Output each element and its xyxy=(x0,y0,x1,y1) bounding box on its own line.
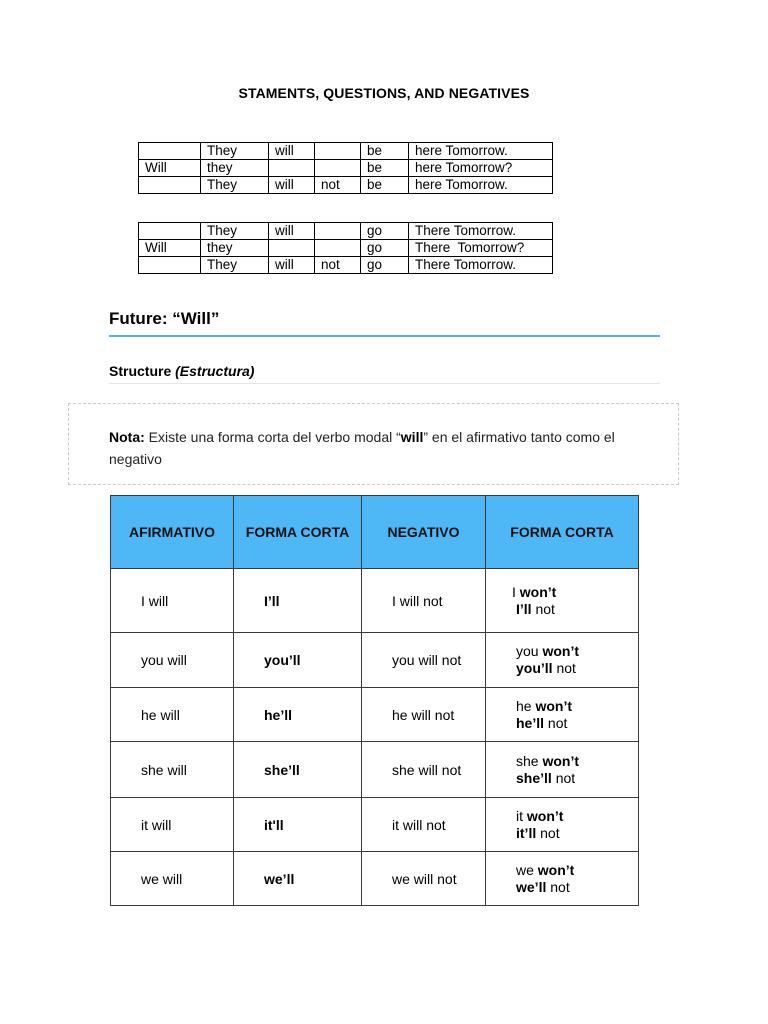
table-cell: not xyxy=(315,177,361,194)
table-cell: here Tomorrow. xyxy=(409,177,553,194)
header-forma-corta-negativo: FORMA CORTA xyxy=(486,496,639,569)
table-cell: go xyxy=(361,257,409,274)
table-row xyxy=(139,257,553,274)
negative-short-cell xyxy=(486,742,639,798)
short-form-cell: she’ll xyxy=(234,742,362,798)
table-cell: go xyxy=(361,240,409,257)
table-cell: here Tomorrow. xyxy=(409,143,553,160)
table-cell: be xyxy=(361,143,409,160)
not-word: not xyxy=(555,769,576,786)
negative-short-cell xyxy=(486,633,639,688)
table-cell xyxy=(315,223,361,240)
short-form-cell: it'll xyxy=(234,798,362,852)
note-text-after: ” en el afirmativo tanto como el negativo xyxy=(109,429,615,467)
short-form-cell: I’ll xyxy=(234,569,362,633)
table-row xyxy=(139,240,553,257)
not-word: not xyxy=(550,878,570,895)
table-cell: be xyxy=(361,160,409,177)
wont: won’t xyxy=(526,807,564,824)
table-row xyxy=(111,798,639,852)
wont: won’t xyxy=(519,583,557,600)
table-cell xyxy=(315,240,361,257)
note-text xyxy=(109,426,664,470)
structure-label: Structure xyxy=(109,363,176,379)
table-cell: will xyxy=(269,223,315,240)
negative-short-cell xyxy=(486,569,639,633)
table-cell xyxy=(315,143,361,160)
table-cell xyxy=(139,177,201,194)
header-forma-corta: FORMA CORTA xyxy=(234,496,362,569)
wont: won’t xyxy=(542,643,580,659)
will-forms-table xyxy=(110,495,639,906)
short-form-cell: he’ll xyxy=(234,688,362,742)
pronoun: you xyxy=(516,643,539,659)
table-row xyxy=(111,852,639,906)
table-cell xyxy=(269,240,315,257)
table-cell xyxy=(315,160,361,177)
table-cell: they xyxy=(201,240,269,257)
affirmative-cell: he will xyxy=(111,688,234,742)
note-text-before: Existe una forma corta del verbo modal “ xyxy=(144,429,401,445)
table-cell: go xyxy=(361,223,409,240)
table-cell xyxy=(139,143,201,160)
contraction: you’ll xyxy=(516,660,553,676)
not-word: not xyxy=(556,660,576,676)
affirmative-cell: I will xyxy=(111,569,234,633)
table-cell: will xyxy=(269,143,315,160)
note-label: Nota: xyxy=(109,429,145,445)
table-cell: will xyxy=(269,257,315,274)
table-row xyxy=(139,177,553,194)
table-row xyxy=(139,143,553,160)
table-header-row xyxy=(111,496,639,569)
page-title: STAMENTS, QUESTIONS, AND NEGATIVES xyxy=(238,85,530,101)
section-heading: Future: “Will” xyxy=(109,309,220,328)
table-cell: They xyxy=(201,143,269,160)
table-row xyxy=(111,742,639,798)
table-cell xyxy=(269,160,315,177)
contraction: it’ll xyxy=(516,824,537,841)
table-cell xyxy=(139,223,201,240)
affirmative-cell: you will xyxy=(111,633,234,688)
wont: won’t xyxy=(542,752,580,769)
table-cell: There Tomorrow. xyxy=(409,223,553,240)
negative-cell: he will not xyxy=(362,688,486,742)
table-cell: Will xyxy=(139,240,201,257)
negative-cell: it will not xyxy=(362,798,486,852)
short-form-cell: you’ll xyxy=(234,633,362,688)
note-keyword: will xyxy=(400,429,424,445)
short-form-cell: we’ll xyxy=(234,852,362,906)
pronoun: she xyxy=(516,752,539,769)
pronoun: it xyxy=(516,807,523,824)
negative-short-cell xyxy=(486,688,639,742)
not-word: not xyxy=(535,600,555,617)
header-afirmativo: AFIRMATIVO xyxy=(111,496,234,569)
negative-cell: you will not xyxy=(362,633,486,688)
negative-short-cell xyxy=(486,798,639,852)
table-row xyxy=(139,160,553,177)
contraction: he’ll xyxy=(516,714,545,731)
table-cell: There Tomorrow? xyxy=(409,240,553,257)
contraction: she’ll xyxy=(516,769,552,786)
statement-table-go xyxy=(138,222,553,274)
negative-cell: we will not xyxy=(362,852,486,906)
negative-cell: I will not xyxy=(362,569,486,633)
table-cell: they xyxy=(201,160,269,177)
table-cell: They xyxy=(201,257,269,274)
negative-cell: she will not xyxy=(362,742,486,798)
affirmative-cell: she will xyxy=(111,742,234,798)
table-cell: They xyxy=(201,177,269,194)
table-cell: They xyxy=(201,223,269,240)
structure-heading xyxy=(109,363,254,379)
table-row xyxy=(111,569,639,633)
contraction: I’ll xyxy=(516,600,532,617)
table-cell: Will xyxy=(139,160,201,177)
table-row xyxy=(111,633,639,688)
table-cell: here Tomorrow? xyxy=(409,160,553,177)
pronoun: we xyxy=(516,861,534,878)
heading-divider xyxy=(109,335,660,337)
table-row xyxy=(111,688,639,742)
table-cell: be xyxy=(361,177,409,194)
pronoun: I xyxy=(512,583,516,600)
table-cell: not xyxy=(315,257,361,274)
structure-spanish: (Estructura) xyxy=(175,363,255,379)
table-cell: will xyxy=(269,177,315,194)
pronoun: he xyxy=(516,697,532,714)
affirmative-cell: we will xyxy=(111,852,234,906)
wont: won’t xyxy=(535,697,573,714)
header-negativo: NEGATIVO xyxy=(362,496,486,569)
subheading-divider xyxy=(109,383,660,384)
not-word: not xyxy=(540,824,560,841)
table-cell xyxy=(139,257,201,274)
wont: won’t xyxy=(537,861,575,878)
affirmative-cell: it will xyxy=(111,798,234,852)
negative-short-cell xyxy=(486,852,639,906)
table-cell: There Tomorrow. xyxy=(409,257,553,274)
statement-table-be xyxy=(138,142,553,194)
not-word: not xyxy=(547,714,568,731)
contraction: we’ll xyxy=(516,878,547,895)
table-row xyxy=(139,223,553,240)
